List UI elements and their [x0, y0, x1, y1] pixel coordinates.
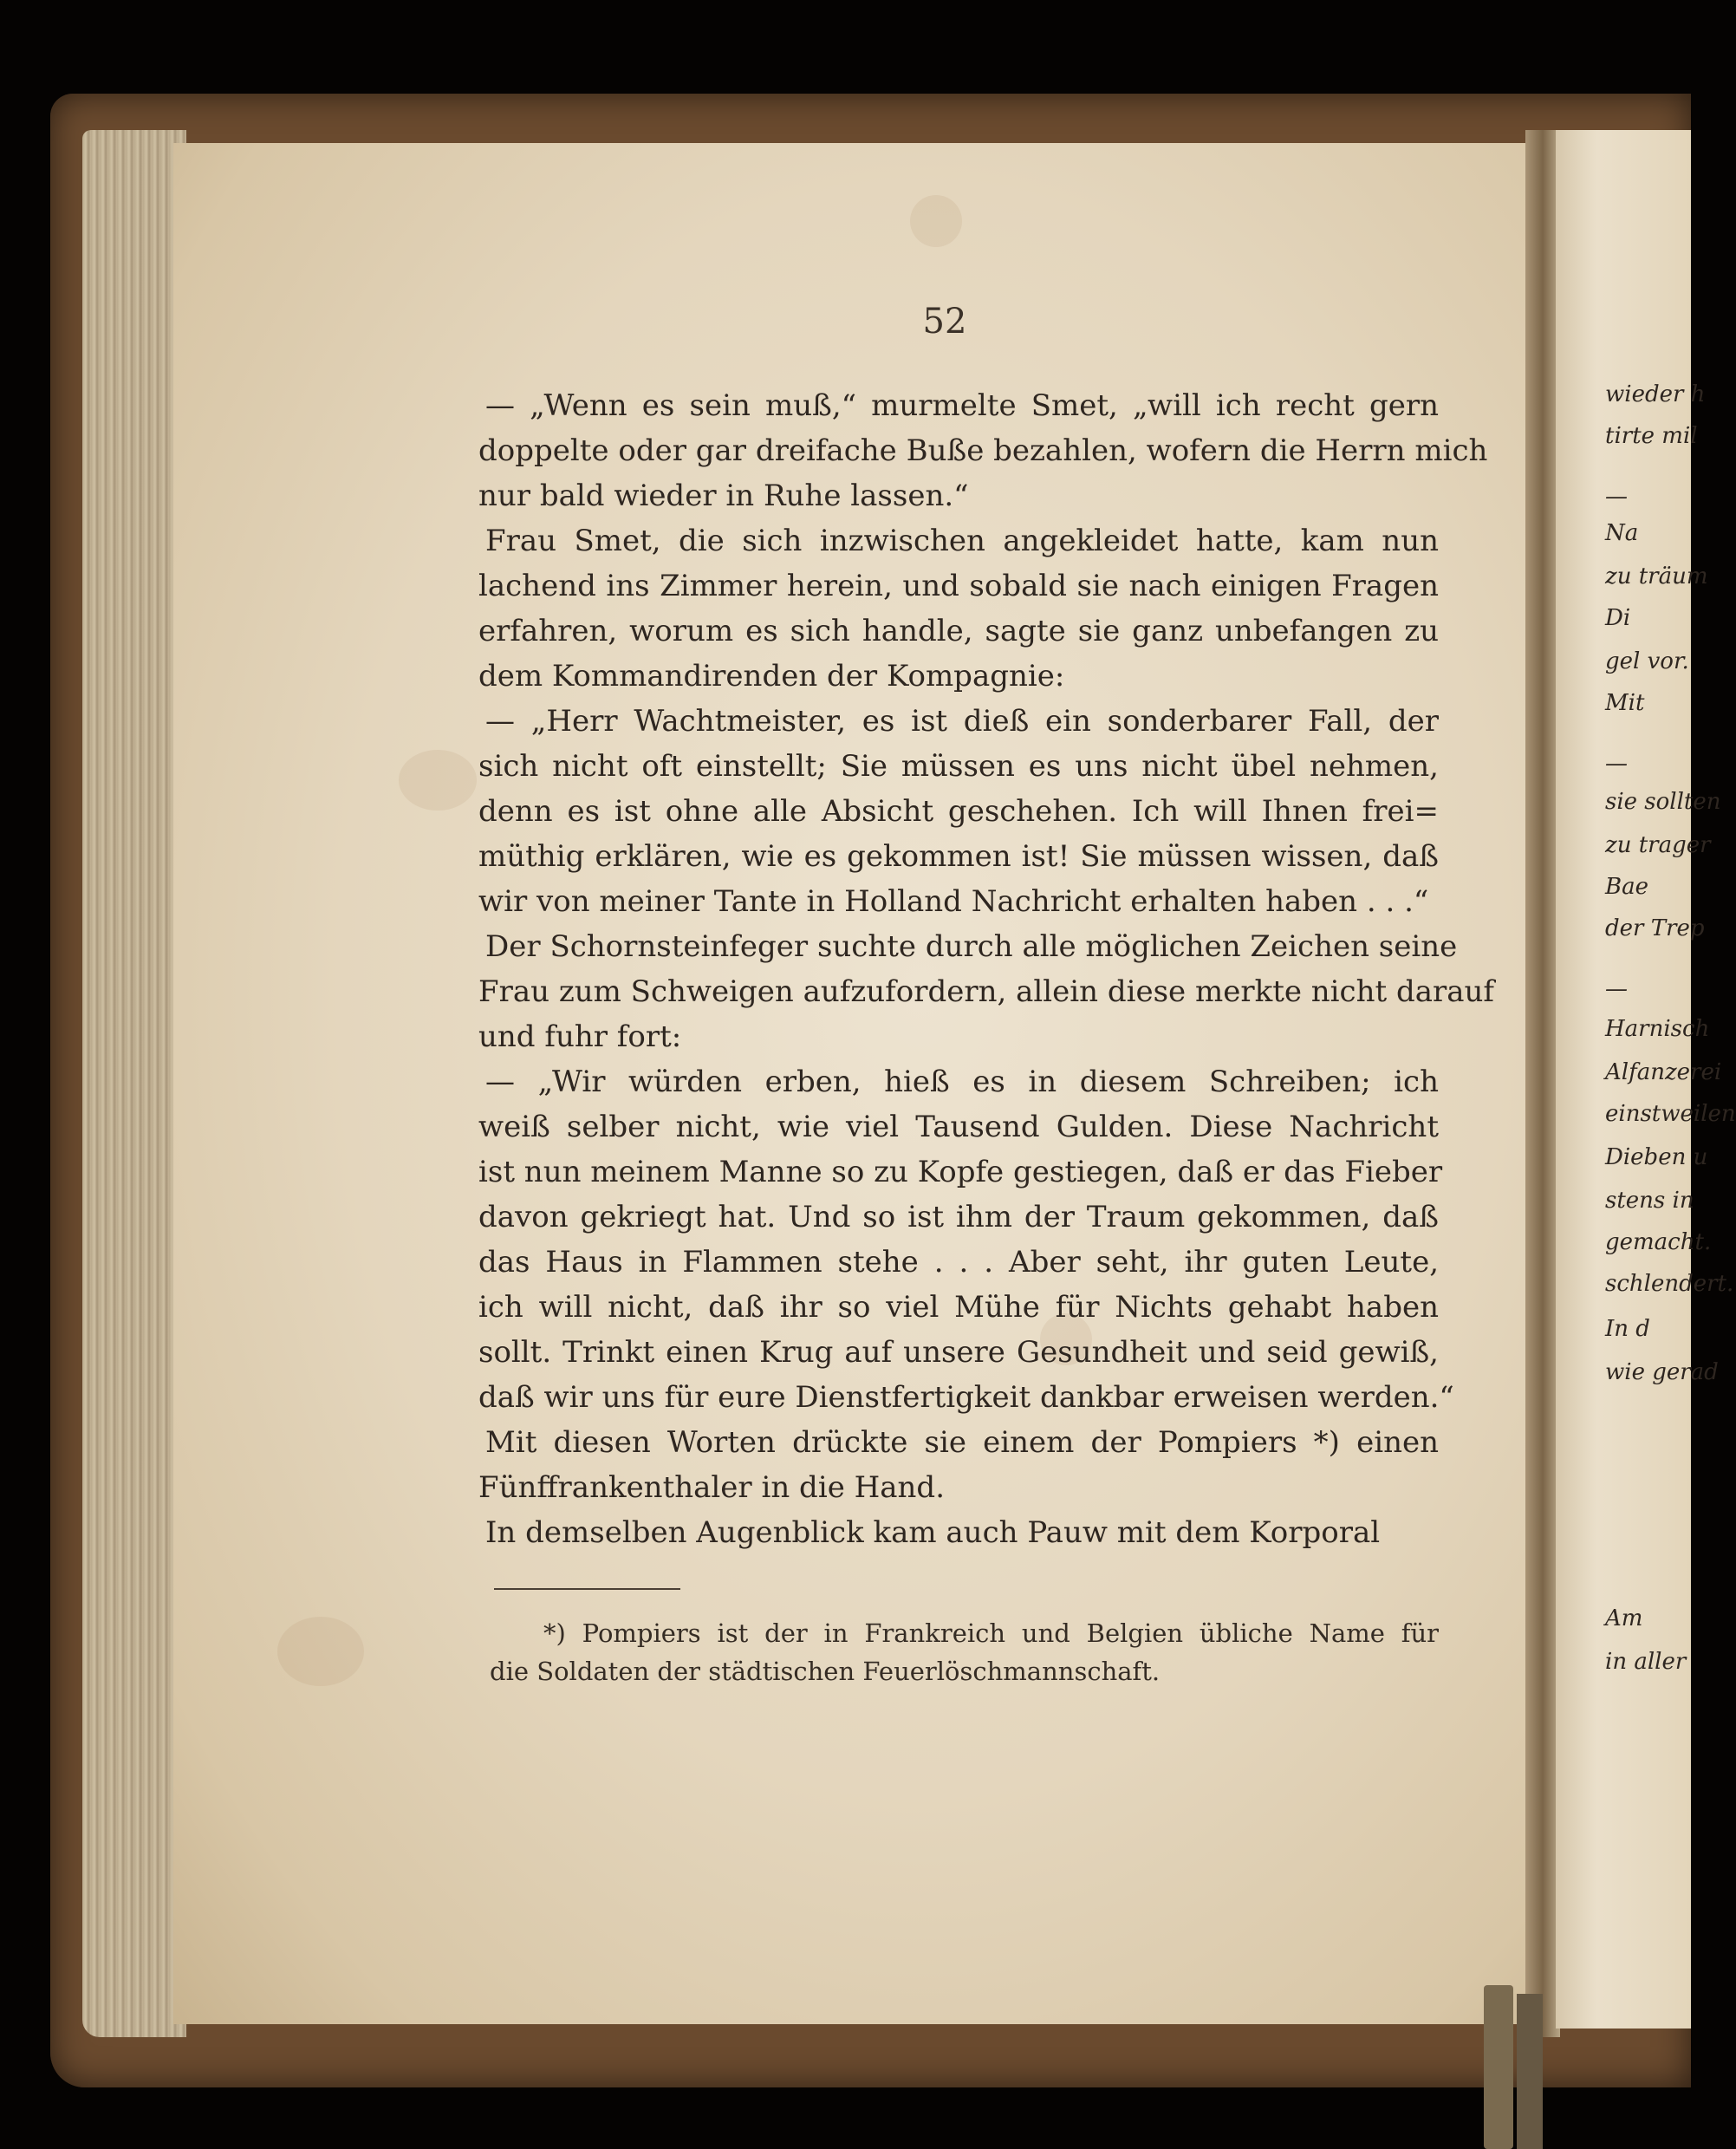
text-line: müthig erklären, wie es gekommen ist! Sie müssen wissen, daß — [478, 839, 1439, 874]
facing-page-text — [1605, 381, 1736, 1699]
text-line: — „Herr Wachtmeister, es ist dieß ein sonderbarer Fall, der — [485, 704, 1439, 739]
text-line: — „Wenn es sein muß,“ murmelte Smet, „will ich recht gern — [485, 388, 1439, 423]
facing-page-line: — — [1605, 484, 1628, 510]
text-line: nur bald wieder in Ruhe lassen.“ — [478, 479, 969, 513]
facing-page-line: einstweilen — [1605, 1101, 1736, 1127]
facing-page-line: Dieben u — [1605, 1144, 1708, 1170]
facing-page-line: Di — [1605, 605, 1631, 631]
footnote-line: *) Pompiers ist der in Frankreich und Belgien übliche Name für — [543, 1618, 1439, 1648]
bookmark-ribbon — [1517, 1994, 1543, 2149]
text-line: daß wir uns für eure Dienstfertigkeit dankbar erweisen werden.“ — [478, 1380, 1454, 1415]
text-line: denn es ist ohne alle Absicht geschehen. Ich will Ihnen frei= — [478, 794, 1439, 829]
facing-page-line: gel vor. — [1605, 648, 1689, 674]
facing-page-line: stens in — [1605, 1188, 1694, 1214]
facing-page-line: zu trager — [1605, 832, 1711, 858]
text-line: Frau Smet, die sich inzwischen angekleidet hatte, kam nun — [485, 524, 1439, 558]
footnote — [490, 1614, 1439, 1690]
facing-page-line: Am — [1605, 1605, 1643, 1631]
page-edges — [82, 130, 186, 2037]
facing-page-line: wieder h — [1605, 381, 1706, 407]
facing-page-line: schlendert. — [1605, 1271, 1734, 1297]
facing-page-line: zu träum — [1605, 563, 1708, 589]
facing-page-line: sie sollten — [1605, 789, 1721, 815]
text-line: ich will nicht, daß ihr so viel Mühe für Nichts gehabt haben — [478, 1290, 1439, 1325]
text-line: In demselben Augenblick kam auch Pauw mit dem Korporal — [485, 1515, 1381, 1550]
facing-page-line: Na — [1605, 520, 1639, 546]
facing-page-line: der Trep — [1605, 915, 1705, 941]
text-line: erfahren, worum es sich handle, sagte sie ganz unbefangen zu — [478, 614, 1439, 648]
facing-page-line: gemacht. — [1605, 1229, 1712, 1255]
facing-page-line: — — [1605, 751, 1628, 777]
facing-page-line: wie gerad — [1605, 1359, 1719, 1385]
text-line: doppelte oder gar dreifache Buße bezahlen, wofern die Herrn mich — [478, 433, 1488, 468]
text-line: und fuhr fort: — [478, 1019, 682, 1054]
footnote-rule — [494, 1588, 680, 1590]
text-line: — „Wir würden erben, hieß es in diesem Schreiben; ich — [485, 1065, 1439, 1099]
text-line: weiß selber nicht, wie viel Tausend Gulden. Diese Nachricht — [478, 1110, 1439, 1144]
stain — [277, 1617, 364, 1686]
text-line: Frau zum Schweigen aufzufordern, allein diese merkte nicht darauf — [478, 974, 1495, 1009]
facing-page-line: Mit — [1605, 690, 1645, 716]
stain — [910, 195, 962, 247]
bookmark-ribbon — [1484, 1985, 1513, 2149]
text-line: Mit diesen Worten drückte sie einem der Pompiers *) einen — [485, 1425, 1439, 1460]
text-line: Der Schornsteinfeger suchte durch alle möglichen Zeichen seine — [485, 929, 1458, 964]
text-line: davon gekriegt hat. Und so ist ihm der Traum gekommen, daß — [478, 1200, 1439, 1234]
facing-page-line: tirte mil — [1605, 423, 1698, 449]
text-line: sollt. Trinkt einen Krug auf unsere Gesundheit und seid gewiß, — [478, 1335, 1439, 1370]
footnote-line: die Soldaten der städtischen Feuerlöschmannschaft. — [490, 1657, 1161, 1686]
text-line: wir von meiner Tante in Holland Nachricht erhalten haben . . .“ — [478, 884, 1429, 919]
text-line: dem Kommandirenden der Kompagnie: — [478, 659, 1065, 694]
stain — [399, 750, 477, 811]
text-line: sich nicht oft einstellt; Sie müssen es uns nicht übel nehmen, — [478, 749, 1439, 784]
facing-page-line: — — [1605, 976, 1628, 1002]
facing-page-line: in aller — [1605, 1649, 1687, 1675]
text-line: Fünffrankenthaler in die Hand. — [478, 1470, 946, 1505]
facing-page-line: Alfanzerei — [1605, 1059, 1722, 1085]
body-text — [478, 383, 1495, 1555]
facing-page-line: In d — [1605, 1316, 1650, 1342]
book-gutter — [1525, 130, 1560, 2037]
text-line: das Haus in Flammen stehe . . . Aber seht, ihr guten Leute, — [478, 1245, 1439, 1280]
page-number: 52 — [922, 302, 967, 342]
facing-page-line: Harnisch — [1605, 1016, 1710, 1042]
facing-page-line: Bae — [1605, 874, 1648, 900]
text-line: ist nun meinem Manne so zu Kopfe gestiegen, daß er das Fieber — [478, 1155, 1443, 1189]
text-line: lachend ins Zimmer herein, und sobald sie nach einigen Fragen — [478, 569, 1439, 603]
